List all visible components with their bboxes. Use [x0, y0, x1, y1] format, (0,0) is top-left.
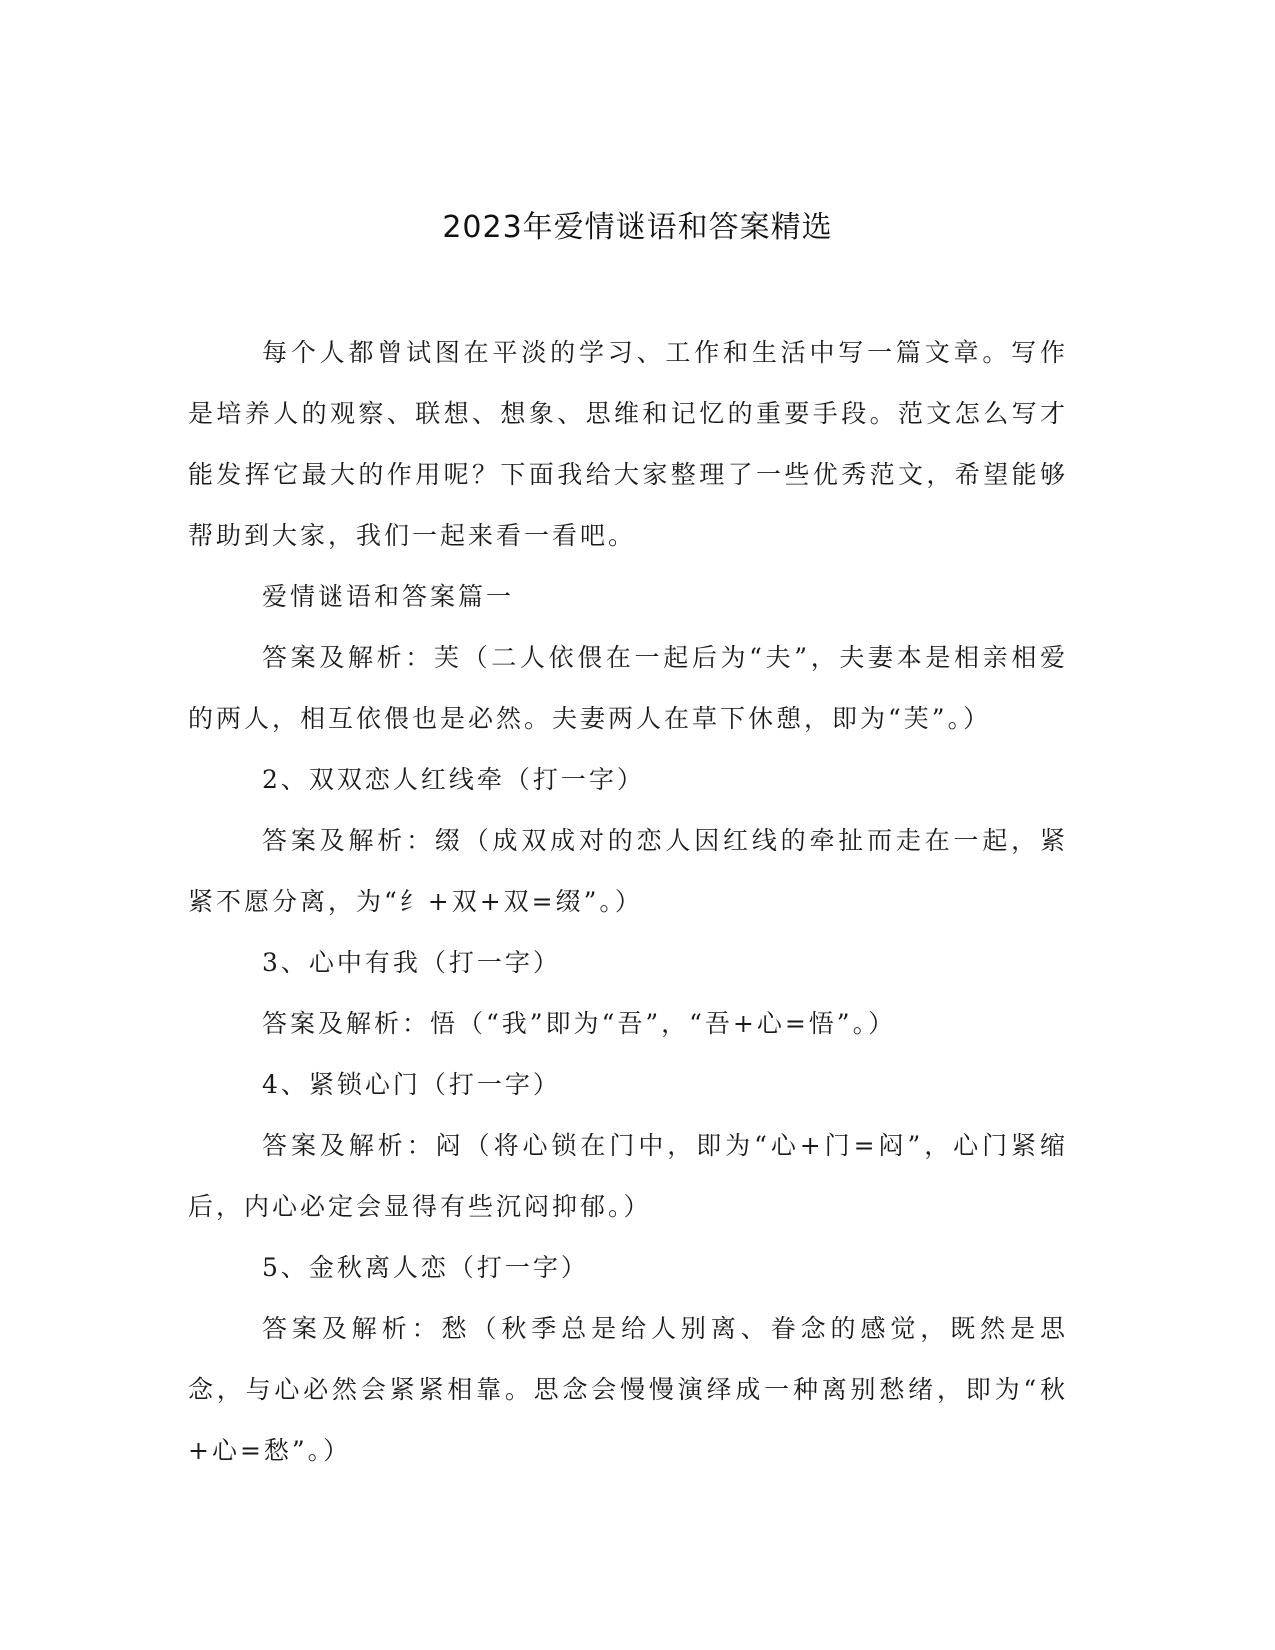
riddle-4: 4、紧锁心门（打一字）	[262, 1070, 561, 1099]
riddle-3: 3、心中有我（打一字）	[262, 948, 561, 977]
answer-paragraph-5: 答案及解析：愁（秋季总是给人别离、眷念的感觉，既然是思念，与心必然会紧紧相靠。思念会慢慢演绎成一种离别愁绪，即为“秋+心=愁”。）	[188, 1314, 1068, 1465]
answer-paragraph-3: 答案及解析：悟（“我”即为“吾”，“吾+心=悟”。）	[262, 1009, 897, 1038]
intro-paragraph: 每个人都曾试图在平淡的学习、工作和生活中写一篇文章。写作是培养人的观察、联想、想象、思维和记忆的重要手段。范文怎么写才能发挥它最大的作用呢？下面我给大家整理了一些优秀范文，希望能够帮助到大家，我们一起来看一看吧。	[188, 338, 1068, 550]
answer-paragraph-1: 答案及解析：芙（二人依偎在一起后为“夫”，夫妻本是相亲相爱的两人，相互依偎也是必然。夫妻两人在草下休憩，即为“芙”。）	[188, 643, 1068, 733]
document-body	[188, 322, 1068, 1481]
riddle-5: 5、金秋离人恋（打一字）	[262, 1253, 589, 1282]
answer-paragraph-2: 答案及解析：缀（成双成对的恋人因红线的牵扯而走在一起，紧紧不愿分离，为“纟+双+双=缀”。）	[188, 826, 1068, 916]
document-title: 2023年爱情谜语和答案精选	[442, 210, 833, 245]
section-heading: 爱情谜语和答案篇一	[262, 582, 515, 611]
answer-paragraph-4: 答案及解析：闷（将心锁在门中，即为“心+门=闷”，心门紧缩后，内心必定会显得有些沉闷抑郁。）	[188, 1131, 1068, 1221]
riddle-2: 2、双双恋人红线牵（打一字）	[262, 765, 645, 794]
